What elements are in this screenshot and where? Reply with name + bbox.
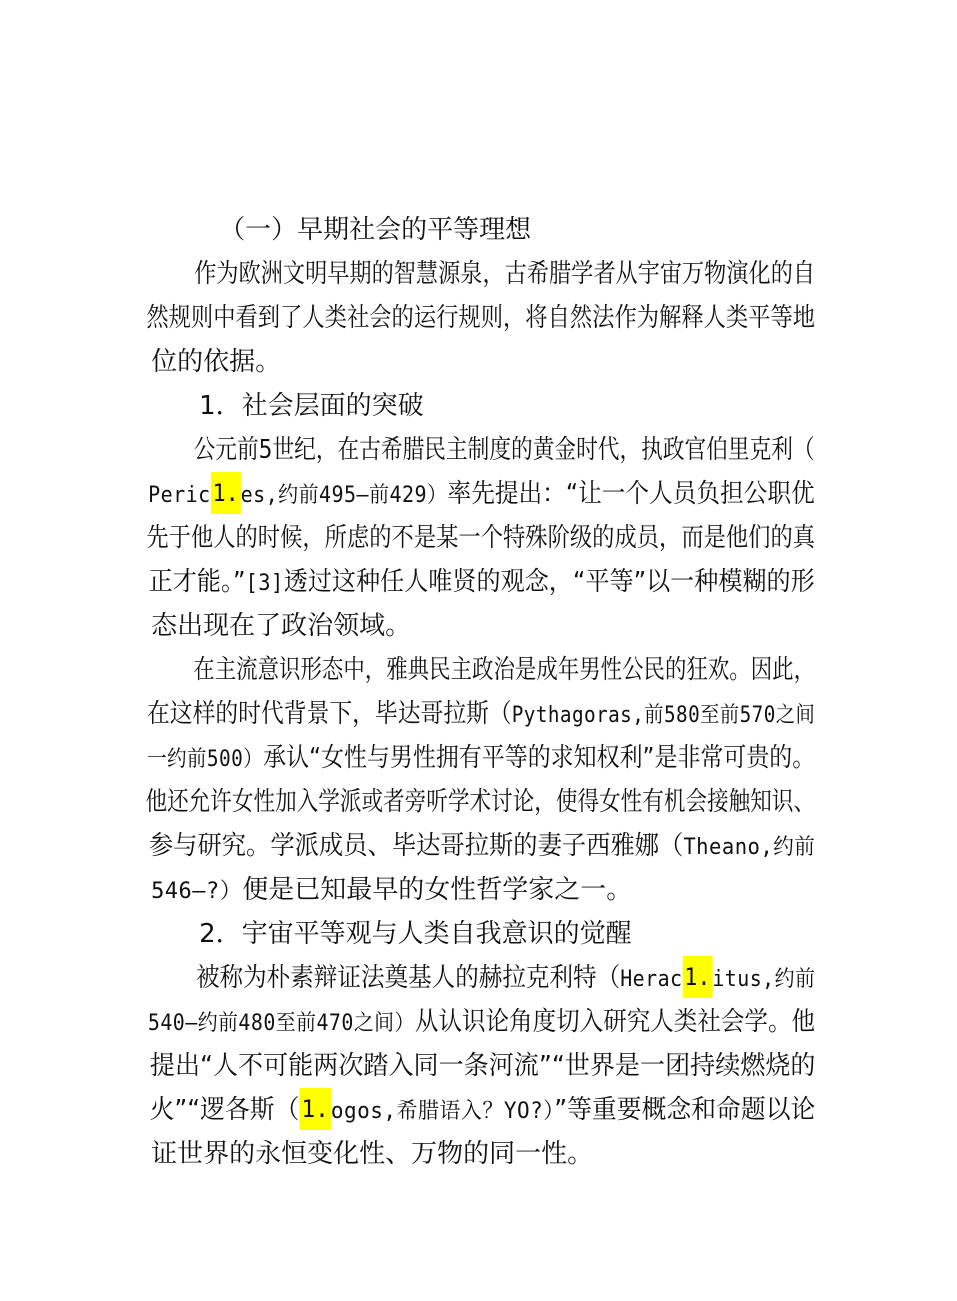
paragraph-1-line-2 <box>118 252 816 333</box>
text-run: 他还允许女性加入学派或者旁听学术讨论，使得女性有机会接触知识、 <box>145 787 816 817</box>
latin-text-run: es,约前495—前429） <box>240 483 448 508</box>
text-run: 正才能。” <box>148 567 246 597</box>
text-run: 便是已知最早的女性哲学家之一。 <box>242 875 633 905</box>
text-run: 从认识论角度切入研究人类社会学。他 <box>414 1007 816 1037</box>
paragraph-3-line-4 <box>118 736 816 817</box>
highlighted-text: 1. <box>211 472 241 514</box>
paragraph-4-line-2 <box>118 956 816 1037</box>
latin-text-run: Herac <box>620 967 683 992</box>
text-run: 在这样的时代背景下，毕达哥拉斯（ <box>146 699 512 729</box>
latin-text-run: itus,约前 <box>712 967 816 992</box>
text-run: 在主流意识形态中，雅典民主政治是成年男性公民的狂欢。因此， <box>193 655 816 685</box>
text-run: ”等重要概念和命题以论 <box>554 1095 816 1125</box>
text-run: 位的依据。 <box>151 347 282 377</box>
citation-marker: [3] <box>245 571 284 596</box>
latin-text-run: 546—?） <box>151 879 243 904</box>
paragraph-2-line-1 <box>166 384 815 465</box>
paragraph-1-line-1 <box>166 208 816 289</box>
paragraph-3-line-1 <box>166 604 816 685</box>
text-run: 参与研究。学派成员、毕达哥拉斯的妻子西雅娜（ <box>148 831 684 861</box>
text-run: 作为欧洲文明早期的智慧源泉，古希腊学者从宇宙万物演化的自 <box>194 259 816 289</box>
latin-text-run: Theano,约前 <box>683 835 816 860</box>
text-run: 率先提出：“让一个人员负担公职优 <box>447 479 815 509</box>
paragraph-4-line-3 <box>118 1000 816 1081</box>
paragraph-3-line-6 <box>118 824 815 905</box>
paragraph-2-line-4 <box>118 516 815 597</box>
paragraph-4-line-1 <box>166 912 816 993</box>
section-heading-text: （一）早期社会的平等理想 <box>219 215 532 245</box>
latin-text-run: ogos,希腊语入？YO?） <box>330 1099 555 1124</box>
subheading-text: 1．社会层面的突破 <box>199 391 424 421</box>
text-run: 提出“人不可能两次踏入同一条河流”“世界是一团持续燃烧的 <box>149 1051 816 1081</box>
paragraph-4-line-4 <box>118 1044 816 1125</box>
highlighted-text: 1. <box>682 956 712 998</box>
text-run: 证世界的永恒变化性、万物的同一性。 <box>151 1139 594 1169</box>
paragraph-2-line-2 <box>118 428 815 509</box>
text-run: 然规则中看到了人类社会的运行规则，将自然法作为解释人类平等地 <box>146 303 816 333</box>
text-run: 态出现在了政治领域。 <box>151 611 412 641</box>
latin-text-run: Pythagoras,前580至前570之间 <box>511 703 816 728</box>
text-run: 火”“逻各斯（ <box>149 1095 300 1125</box>
text-run: 公元前5世纪，在古希腊民主制度的黄金时代，执政官伯里克利（ <box>193 435 815 465</box>
text-run: 承认“女性与男性拥有平等的求知权利”是非常可贵的。 <box>263 743 816 773</box>
paragraph-4-line-5 <box>118 1088 815 1169</box>
paragraph-1-line-3 <box>118 296 815 377</box>
latin-text-run: 一约前500） <box>147 747 264 772</box>
text-run: 被称为朴素辩证法奠基人的赫拉克利特（ <box>195 963 621 993</box>
text-run: 先于他人的时候，所虑的不是某一个特殊阶级的成员，而是他们的真 <box>146 523 816 553</box>
paragraph-2-line-3 <box>118 472 816 553</box>
highlighted-text: 1. <box>299 1088 330 1130</box>
paragraph-3-line-5 <box>118 780 816 861</box>
subheading-2 <box>166 868 815 949</box>
section-heading <box>186 164 815 245</box>
subheading-text: 2．宇宙平等观与人类自我意识的觉醒 <box>199 919 632 949</box>
latin-text-run: Peric <box>148 483 211 508</box>
subheading-1 <box>166 340 815 421</box>
paragraph-3-line-3 <box>118 692 816 773</box>
latin-text-run: 540—约前480至前470之间） <box>147 1011 415 1036</box>
text-run: 透过这种任人唯贤的观念，“平等”以一种模糊的形 <box>283 567 815 597</box>
paragraph-3-line-2 <box>118 648 816 729</box>
paragraph-2-line-5 <box>118 560 815 641</box>
